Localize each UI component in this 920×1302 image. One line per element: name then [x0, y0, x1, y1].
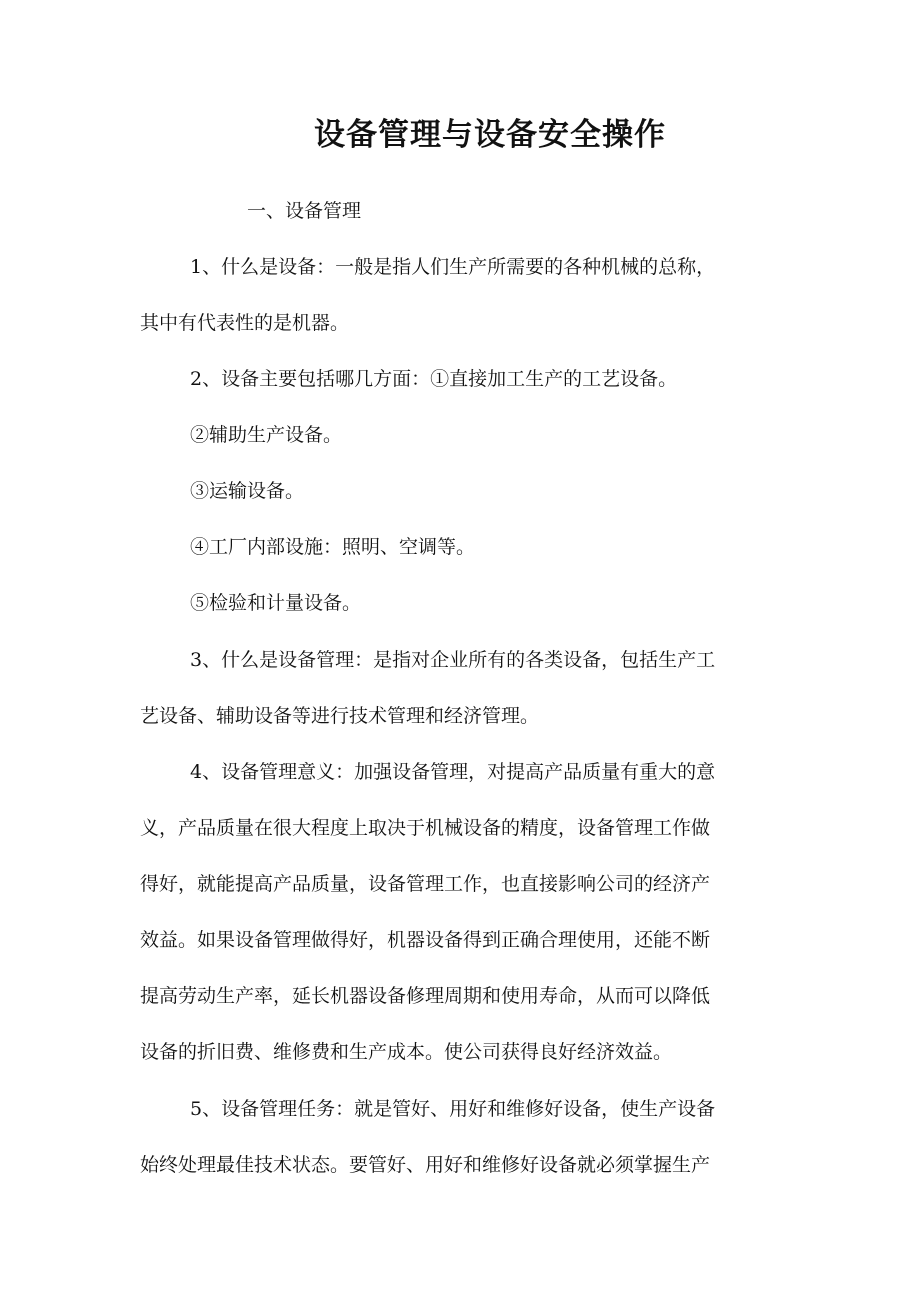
paragraph-line: 2、设备主要包括哪几方面：①直接加工生产的工艺设备。 [190, 368, 678, 390]
paragraph-line: ④工厂内部设施：照明、空调等。 [190, 536, 476, 558]
paragraph-line: ⑤检验和计量设备。 [190, 592, 362, 614]
document-title: 设备管理与设备安全操作 [314, 117, 666, 153]
paragraph-line: 其中有代表性的是机器。 [140, 312, 350, 334]
section-heading: 一、设备管理 [247, 200, 362, 222]
paragraph-line: 提高劳动生产率，延长机器设备修理周期和使用寿命，从而可以降低 [140, 985, 711, 1007]
paragraph-line: 艺设备、辅助设备等进行技术管理和经济管理。 [140, 705, 540, 727]
paragraph-line: 4、设备管理意义：加强设备管理，对提高产品质量有重大的意 [190, 761, 716, 783]
paragraph-line: 1、什么是设备：一般是指人们生产所需要的各种机械的总称， [190, 256, 716, 278]
paragraph-line: 设备的折旧费、维修费和生产成本。使公司获得良好经济效益。 [140, 1041, 673, 1063]
paragraph-line: 3、什么是设备管理：是指对企业所有的各类设备，包括生产工 [190, 649, 716, 671]
paragraph-line: 始终处理最佳技术状态。要管好、用好和维修好设备就必须掌握生产 [140, 1154, 711, 1176]
paragraph-line: 效益。如果设备管理做得好，机器设备得到正确合理使用，还能不断 [140, 929, 711, 951]
paragraph-line: 5、设备管理任务：就是管好、用好和维修好设备，使生产设备 [190, 1098, 716, 1120]
paragraph-line: ②辅助生产设备。 [190, 424, 343, 446]
paragraph-line: ③运输设备。 [190, 480, 305, 502]
paragraph-line: 义，产品质量在很大程度上取决于机械设备的精度，设备管理工作做 [140, 817, 711, 839]
paragraph-line: 得好，就能提高产品质量，设备管理工作，也直接影响公司的经济产 [140, 873, 711, 895]
